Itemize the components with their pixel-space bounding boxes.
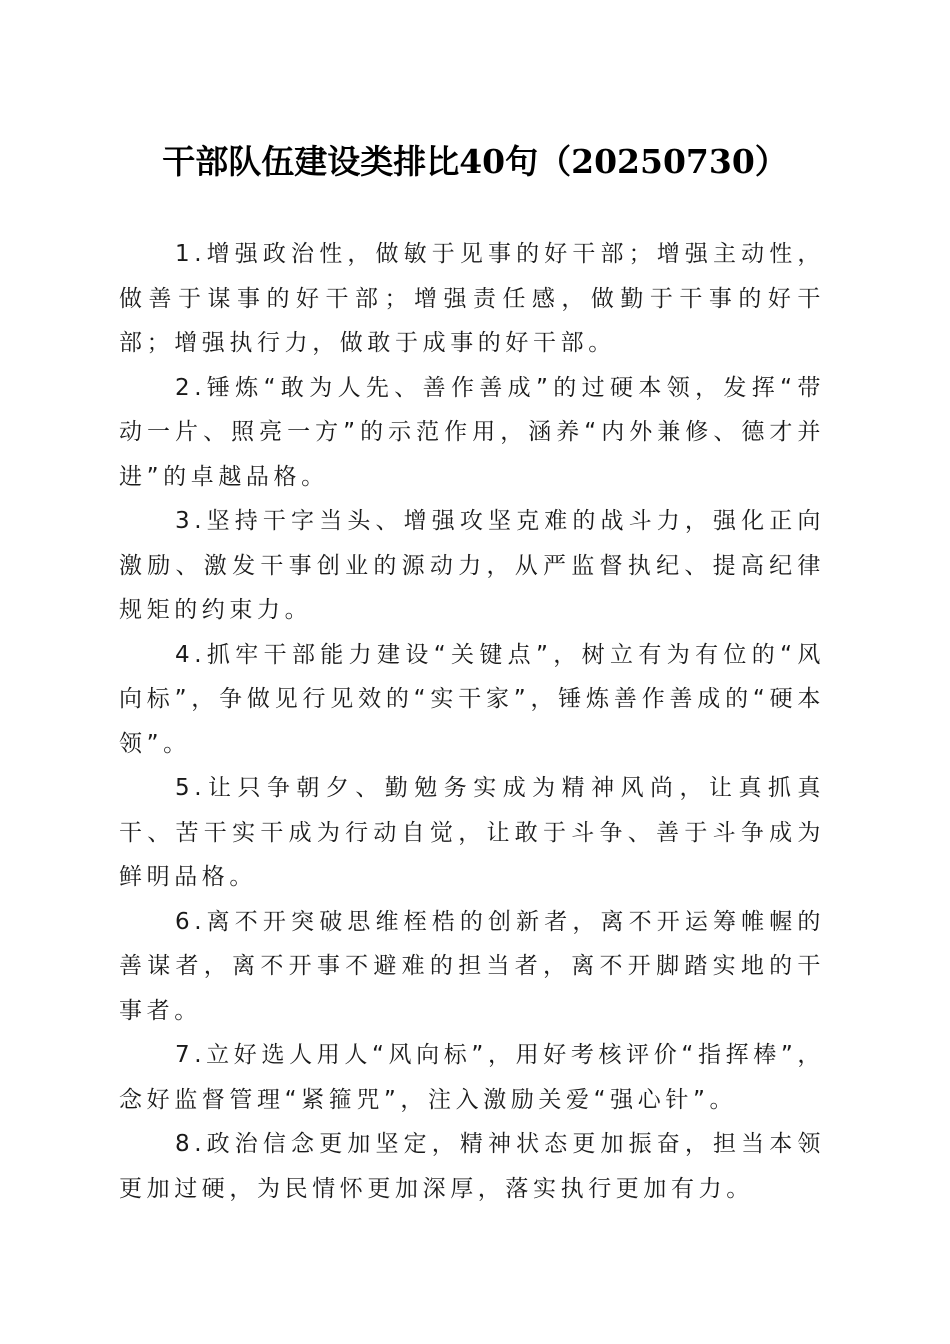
- paragraph-7: 7.立好选人用人“风向标”，用好考核评价“指挥棒”，念好监督管理“紧箍咒”，注入激励关爱“强心针”。: [119, 1042, 825, 1113]
- paragraph-4: 4.抓牢干部能力建设“关键点”，树立有为有位的“风向标”，争做见行见效的“实干家”，锤炼善作善成的“硬本领”。: [119, 641, 825, 757]
- paragraph-8: 8.政治信念更加坚定，精神状态更加振奋，担当本领更加过硬，为民情怀更加深厚，落实执行更加有力。: [119, 1131, 825, 1202]
- paragraph-1: 1.增强政治性，做敏于见事的好干部；增强主动性，做善于谋事的好干部；增强责任感，做勤于干事的好干部；增强执行力，做敢于成事的好干部。: [119, 241, 825, 356]
- document-body: [119, 232, 825, 1211]
- paragraph-6: 6.离不开突破思维桎梏的创新者，离不开运筹帷幄的善谋者，离不开事不避难的担当者，离不开脚踏实地的干事者。: [119, 908, 825, 1024]
- document-title: 干部队伍建设类排比40句（20250730）: [162, 142, 788, 181]
- paragraph-5: 5.让只争朝夕、勤勉务实成为精神风尚，让真抓真干、苦干实干成为行动自觉，让敢于斗争、善于斗争成为鲜明品格。: [119, 775, 825, 890]
- paragraph-3: 3.坚持干字当头、增强攻坚克难的战斗力，强化正向激励、激发干事创业的源动力，从严监督执纪、提高纪律规矩的约束力。: [119, 508, 825, 623]
- paragraph-2: 2.锤炼“敢为人先、善作善成”的过硬本领，发挥“带动一片、照亮一方”的示范作用，涵养“内外兼修、德才并进”的卓越品格。: [119, 374, 825, 490]
